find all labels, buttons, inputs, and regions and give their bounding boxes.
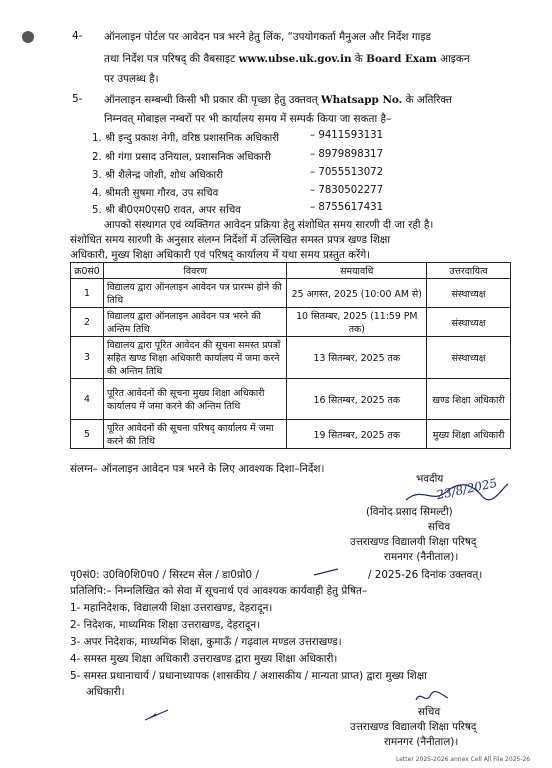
contact-index: 5. (92, 205, 102, 216)
contact-index: 1. (92, 133, 102, 144)
cell-description: विद्यालय द्वारा ऑनलाइन आवेदन पत्र प्रारम्भ होने की तिथि (103, 279, 286, 308)
copy-list-item: 5- समस्त प्रधानाचार्य / प्रधानाध्यापक (शासकीय / अशासकीय / मान्यता प्राप्त) द्वारा मुख्य शिक्षा (70, 670, 427, 682)
item-4-line-3: पर उपलब्ध है। (104, 73, 159, 85)
item-number: 5- (72, 93, 83, 105)
cell-description: पूरित आवेदनों की सूचना मुख्य शिक्षा अधिकारी कार्यालय में जमा करने की अन्तिम तिथि (103, 379, 286, 420)
reference-number: पृ0सं0: उ0वि0शि0प0 / सिस्टम सेल / डा0प्रो0 / (70, 569, 259, 581)
cell-responsibility: संस्थाध्यक्ष (427, 279, 511, 308)
copy-list-item-continuation: अधिकारी। (86, 686, 125, 698)
cell-serial: 1 (71, 279, 104, 308)
initials-scribble (412, 688, 452, 706)
punch-hole (22, 31, 34, 43)
contact-name: श्री बी0एम0एस0 रावत, अपर सचिव (104, 205, 241, 216)
schedule-table (70, 262, 511, 449)
item-5-line-1 (104, 93, 452, 107)
cell-description: विद्यालय द्वारा पूरित आवेदन की सूचना समस्त प्रपत्रों सहित खण्ड शिक्षा अधिकारी कार्यालय में जमा करने की अन्तिम तिथि (103, 337, 286, 379)
copy-to-heading: प्रतिलिपि:– निम्नलिखित को सेवा में सूचनार्थ एवं आवश्यक कार्यवाही हेतु प्रेषित– (70, 585, 368, 597)
cell-responsibility: संस्थाध्यक्ष (427, 337, 511, 379)
header-description: विवरण (103, 263, 286, 279)
contact-phone: – 8755617431 (310, 202, 384, 213)
cell-serial: 3 (71, 337, 104, 379)
contact-item (92, 185, 492, 199)
contact-index: 2. (92, 152, 102, 163)
copy-list-item: 3- अपर निदेशक, माध्यमिक शिक्षा, कुमाऊँ / गढ़वाल मण्डल उत्तराखण्ड। (70, 636, 342, 648)
contact-item (92, 167, 492, 181)
signatory-place: रामनगर (नैनीताल)। (384, 551, 459, 563)
ref-handwritten-mark (312, 566, 342, 578)
contact-name: श्रीमती सुषमा गौरव, उप सचिव (104, 188, 219, 199)
signatory-designation: सचिव (428, 521, 451, 533)
footer-file-reference: Letter 2025-2026 annex Cell All File 2025-26 (396, 756, 531, 763)
contact-item (92, 149, 492, 163)
table-row (71, 420, 511, 449)
contact-index: 4. (92, 188, 102, 199)
cell-time: 19 सितम्बर, 2025 तक (287, 420, 427, 449)
cell-serial: 5 (71, 420, 104, 449)
whatsapp-text: Whatsapp No. (320, 94, 403, 106)
text: आइकन (440, 53, 470, 65)
text: ऑनलाइन सम्बन्धी किसी भी प्रकार की पृच्छा हेतु उक्तवत् (104, 94, 318, 106)
item-5-line-2: निम्नवत् मोबाइल नम्बरों पर भी कार्यालय समय में सम्पर्क किया जा सकता है– (104, 113, 392, 125)
table-header-row (71, 263, 511, 279)
handwritten-tick (142, 706, 172, 724)
reference-year-date: / 2025-26 दिनांक उक्तवत्। (368, 569, 483, 581)
contact-phone: – 7830502277 (310, 185, 384, 196)
header-serial: क्र0सं0 (71, 263, 104, 279)
contact-phone: – 8979898317 (310, 149, 384, 160)
cell-description: पूरित आवेदनों की सूचना परिषद् कार्यालय में जमा करने की तिथि (103, 420, 286, 449)
board-exam-text: Board Exam (366, 53, 437, 65)
contact-phone: – 7055513072 (310, 167, 384, 178)
signatory-place: रामनगर (नैनीताल)। (384, 736, 459, 748)
header-time-period: समयावधि (287, 263, 427, 279)
cell-serial: 2 (71, 308, 104, 337)
contact-phone: – 9411593131 (310, 130, 384, 141)
table-row (71, 379, 511, 420)
signatory-organization: उत्तराखण्ड विद्यालयी शिक्षा परिषद् (350, 721, 477, 733)
item-4-line-2 (104, 52, 470, 66)
cell-time: 16 सितम्बर, 2025 तक (287, 379, 427, 420)
contact-item (92, 130, 492, 144)
cell-responsibility: खण्ड शिक्षा अधिकारी (427, 379, 511, 420)
table-row (71, 308, 511, 337)
item-number: 4- (72, 30, 83, 42)
signatory-designation: सचिव (418, 706, 441, 718)
text: के (354, 53, 363, 65)
handwritten-date: 23/8/2025 (435, 475, 499, 503)
contact-item (92, 202, 492, 216)
contact-name: श्री इन्दु प्रकाश नेगी, वरिष्ठ प्रशासनिक अधिकारी (104, 133, 280, 144)
cell-responsibility: मुख्य शिक्षा अधिकारी (427, 420, 511, 449)
signatory-organization: उत्तराखण्ड विद्यालयी शिक्षा परिषद् (350, 536, 477, 548)
cell-time: 13 सितम्बर, 2025 तक (287, 337, 427, 379)
contact-index: 3. (92, 170, 102, 181)
cell-responsibility: संस्थाध्यक्ष (427, 308, 511, 337)
cell-serial: 4 (71, 379, 104, 420)
cell-time: 25 अगस्त, 2025 (10:00 AM से) (287, 279, 427, 308)
text: तथा निर्देश पत्र परिषद् की वैबसाइट (104, 53, 236, 65)
revised-paragraph-line-1: संशोधित समय सारणी के अनुसार संलग्न निर्देशों में उल्लिखित समस्त प्रपत्र खण्ड शिक्षा (70, 234, 391, 246)
revised-paragraph-line-2: अधिकारी, मुख्य शिक्षा अधिकारी एवं परिषद् कार्यालय में यथा समय प्रस्तुत करेंगे। (70, 249, 371, 261)
cell-time: 10 सितम्बर, 2025 (11:59 PM तक) (287, 308, 427, 337)
yours-faithfully: भवदीय (416, 473, 444, 485)
item-4-line-1: ऑनलाइन पोर्टल पर आवेदन पत्र भरने हेतु लिंक, “उपयोगकर्ता मैनुअल और निर्देश गाइड (104, 31, 431, 43)
copy-list-item: 1- महानिदेशक, विद्यालयी शिक्षा उत्तराखण्ड, देहरादून। (70, 602, 273, 614)
website-text: www.ubse.uk.gov.in (238, 53, 352, 65)
text: के अतिरिक्त (405, 94, 452, 106)
copy-list-item: 4- समस्त मुख्य शिक्षा अधिकारी उत्तराखण्ड द्वारा मुख्य शिक्षा अधिकारी। (70, 653, 338, 665)
header-responsibility: उत्तरदायित्व (427, 263, 511, 279)
signature-scribble (402, 475, 512, 508)
enclosure-note: संलग्न– ऑनलाइन आवेदन पत्र भरने के लिए आवश्यक दिशा–निर्देश। (70, 463, 325, 475)
cell-description: विद्यालय द्वारा ऑनलाइन आवेदन पत्र भरने की अन्तिम तिथि (103, 308, 286, 337)
table-row (71, 279, 511, 308)
contact-name: श्री शैलेन्द्र जोशी, शोध अधिकारी (104, 170, 223, 181)
signatory-name: (विनोद प्रसाद सिमल्टी) (366, 506, 453, 518)
contact-name: श्री गंगा प्रसाद उनियाल, प्रशासनिक अधिकारी (104, 152, 271, 163)
table-row (71, 337, 511, 379)
inform-paragraph: आपको संस्थागत एवं व्यक्तिगत आवेदन प्रक्रिया हेतु संशोधित समय सारणी दी जा रही है। (104, 219, 434, 231)
copy-list-item: 2- निदेशक, माध्यमिक शिक्षा उत्तराखण्ड, देहरादून। (70, 619, 261, 631)
